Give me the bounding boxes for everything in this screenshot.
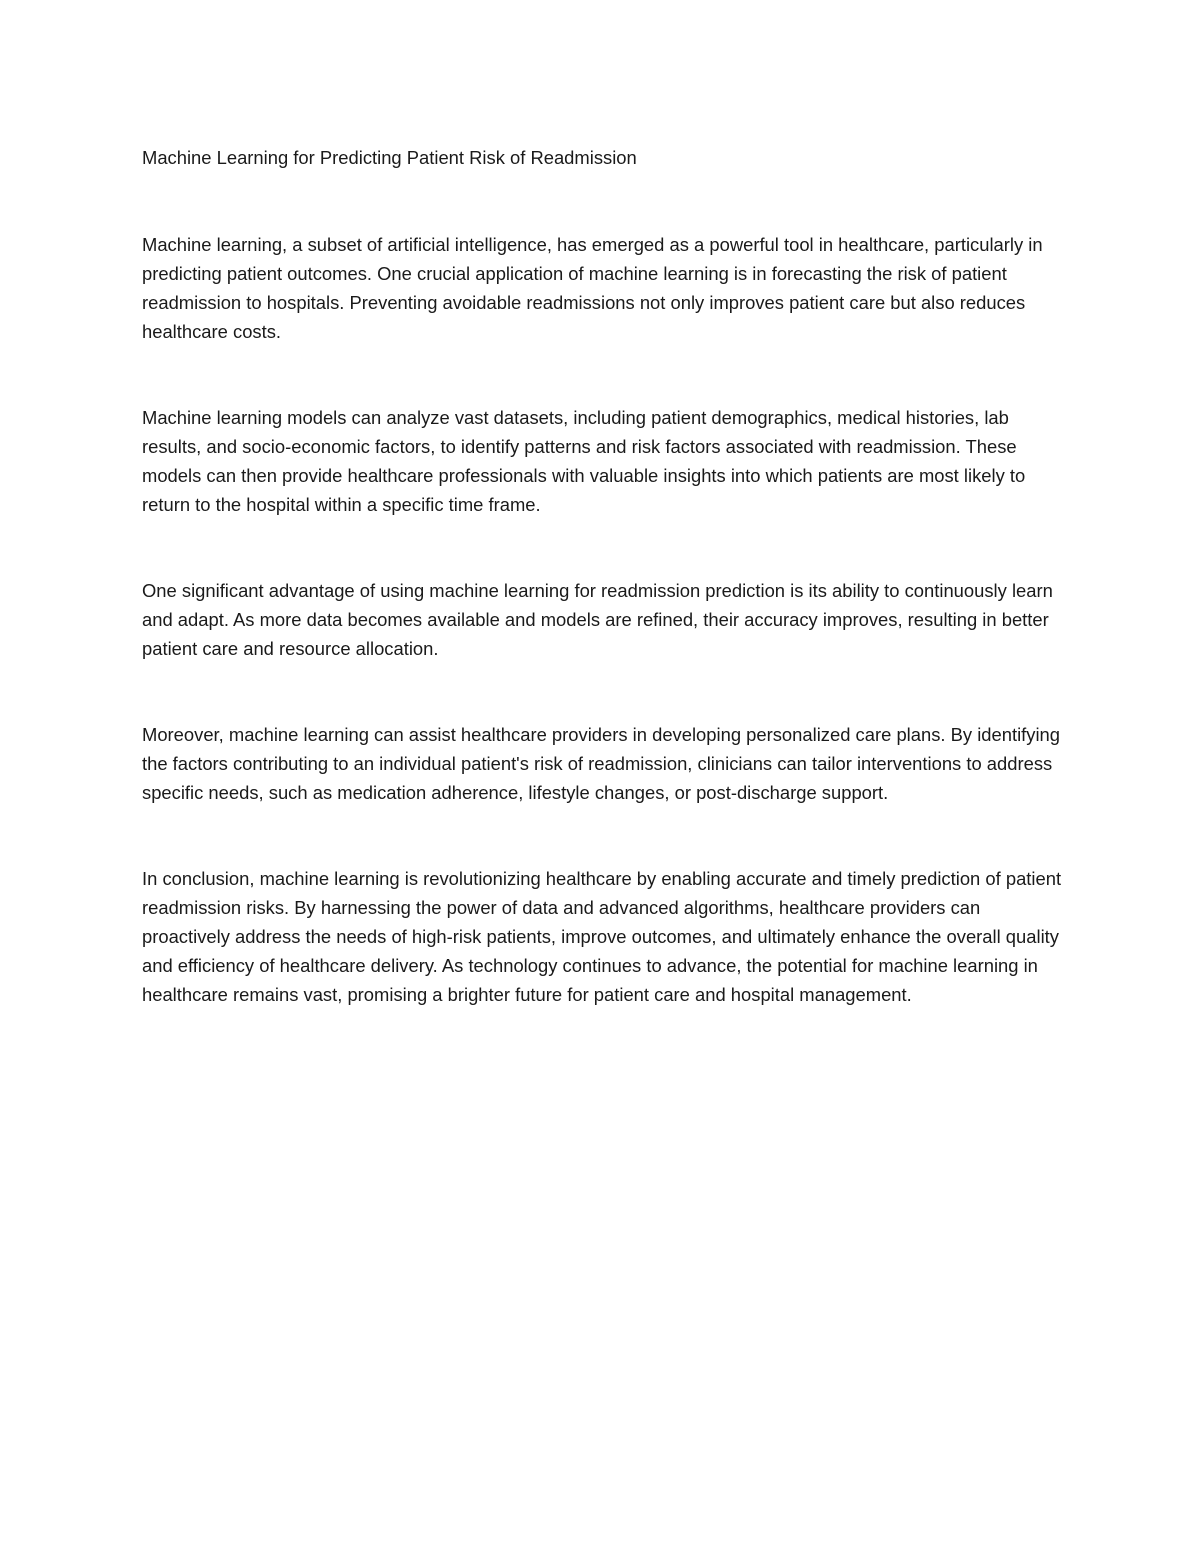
paragraph-intro: Machine learning, a subset of artificial intelligence, has emerged as a powerful tool in healthcare, particularly in predicting patient outcomes. One crucial application of machine learning is in forecasting the risk of patient readmission to hospitals. Preventing avoidable readmissions not only improves patient care but also reduces healthcare costs. [142, 234, 1043, 342]
document-body [142, 143, 1072, 1009]
document-title: Machine Learning for Predicting Patient Risk of Readmission [142, 147, 637, 168]
paragraph-advantage: One significant advantage of using machine learning for readmission prediction is its ability to continuously learn and adapt. As more data becomes available and models are refined, their accuracy improves, resulting in better patient care and resource allocation. [142, 580, 1053, 659]
paragraph-personalized-care: Moreover, machine learning can assist healthcare providers in developing personalized care plans. By identifying the factors contributing to an individual patient's risk of readmission, clinicians can tailor interventions to address specific needs, such as medication adherence, lifestyle changes, or post-discharge support. [142, 724, 1061, 803]
paragraph-models: Machine learning models can analyze vast datasets, including patient demographics, medical histories, lab results, and socio-economic factors, to identify patterns and risk factors associated with readmission. These models can then provide healthcare professionals with valuable insights into which patients are most likely to return to the hospital within a specific time frame. [142, 407, 1026, 515]
paragraph-conclusion: In conclusion, machine learning is revolutionizing healthcare by enabling accurate and timely prediction of patient readmission risks. By harnessing the power of data and advanced algorithms, healthcare providers can proactively address the needs of high-risk patients, improve outcomes, and ultimately enhance the overall quality and efficiency of healthcare delivery. As technology continues to advance, the potential for machine learning in healthcare remains vast, promising a brighter future for patient care and hospital management. [142, 868, 1062, 1005]
